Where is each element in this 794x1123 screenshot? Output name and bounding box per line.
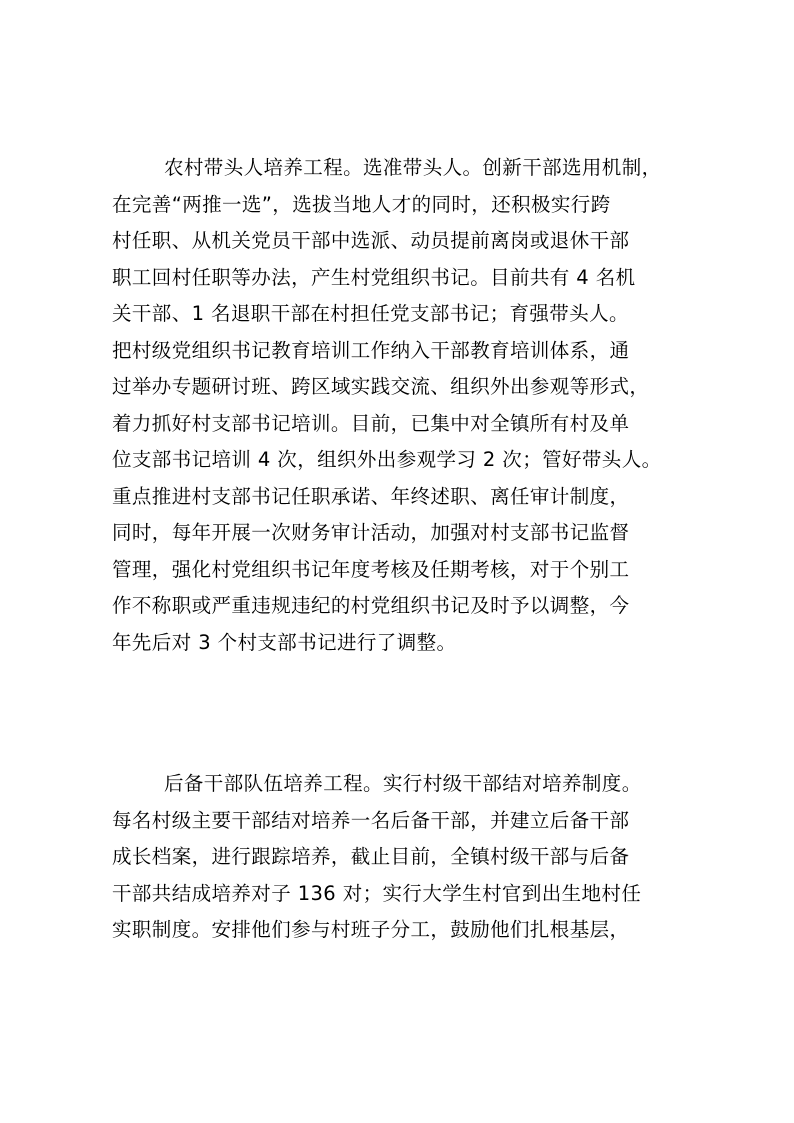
text-line: 过举办专题研讨班、跨区域实践交流、组织外出参观等形式， [112, 375, 650, 398]
text-line: 着力抓好村支部书记培训。目前，已集中对全镇所有村及单 [112, 411, 630, 435]
text-line: 后备干部队伍培养工程。实行村级干部结对培养制度。 [164, 772, 642, 795]
text-line: 农村带头人培养工程。选准带头人。创新干部选用机制， [164, 156, 662, 179]
text-line: 重点推进村支部书记任职承诺、年终述职、离任审计制度， [112, 484, 630, 508]
paragraph-rural-leader-training [112, 150, 692, 661]
text-line: 年先后对 3 个村支部书记进行了调整。 [112, 630, 457, 654]
text-line: 位支部书记培训 4 次，组织外出参观学习 2 次；管好带头人。 [112, 448, 662, 471]
paragraph-reserve-cadre-training [112, 766, 692, 949]
text-line: 干部共结成培养对子 136 对；实行大学生村官到出生地村任 [112, 881, 642, 905]
text-line: 实职制度。安排他们参与村班子分工，鼓励他们扎根基层， [112, 918, 630, 941]
text-line: 作不称职或严重违规违纪的村党组织书记及时予以调整，今 [112, 594, 630, 617]
text-line: 关干部、1 名退职干部在村担任党支部书记；育强带头人。 [112, 302, 629, 325]
text-line: 把村级党组织书记教育培训工作纳入干部教育培训体系，通 [112, 338, 630, 362]
text-line: 职工回村任职等办法，产生村党组织书记。目前共有 4 名机 [112, 265, 636, 289]
text-line: 成长档案，进行跟踪培养，截止目前，全镇村级干部与后备 [112, 845, 630, 868]
text-line: 同时，每年开展一次财务审计活动，加强对村支部书记监督 [112, 521, 630, 544]
text-line: 每名村级主要干部结对培养一名后备干部，并建立后备干部 [112, 808, 630, 832]
text-line: 村任职、从机关党员干部中选派、动员提前离岗或退休干部 [112, 229, 630, 252]
text-line: 管理，强化村党组织书记年度考核及任期考核，对于个别工 [112, 557, 630, 581]
text-line: 在完善“两推一选”，选拔当地人才的同时，还积极实行跨 [112, 192, 611, 216]
